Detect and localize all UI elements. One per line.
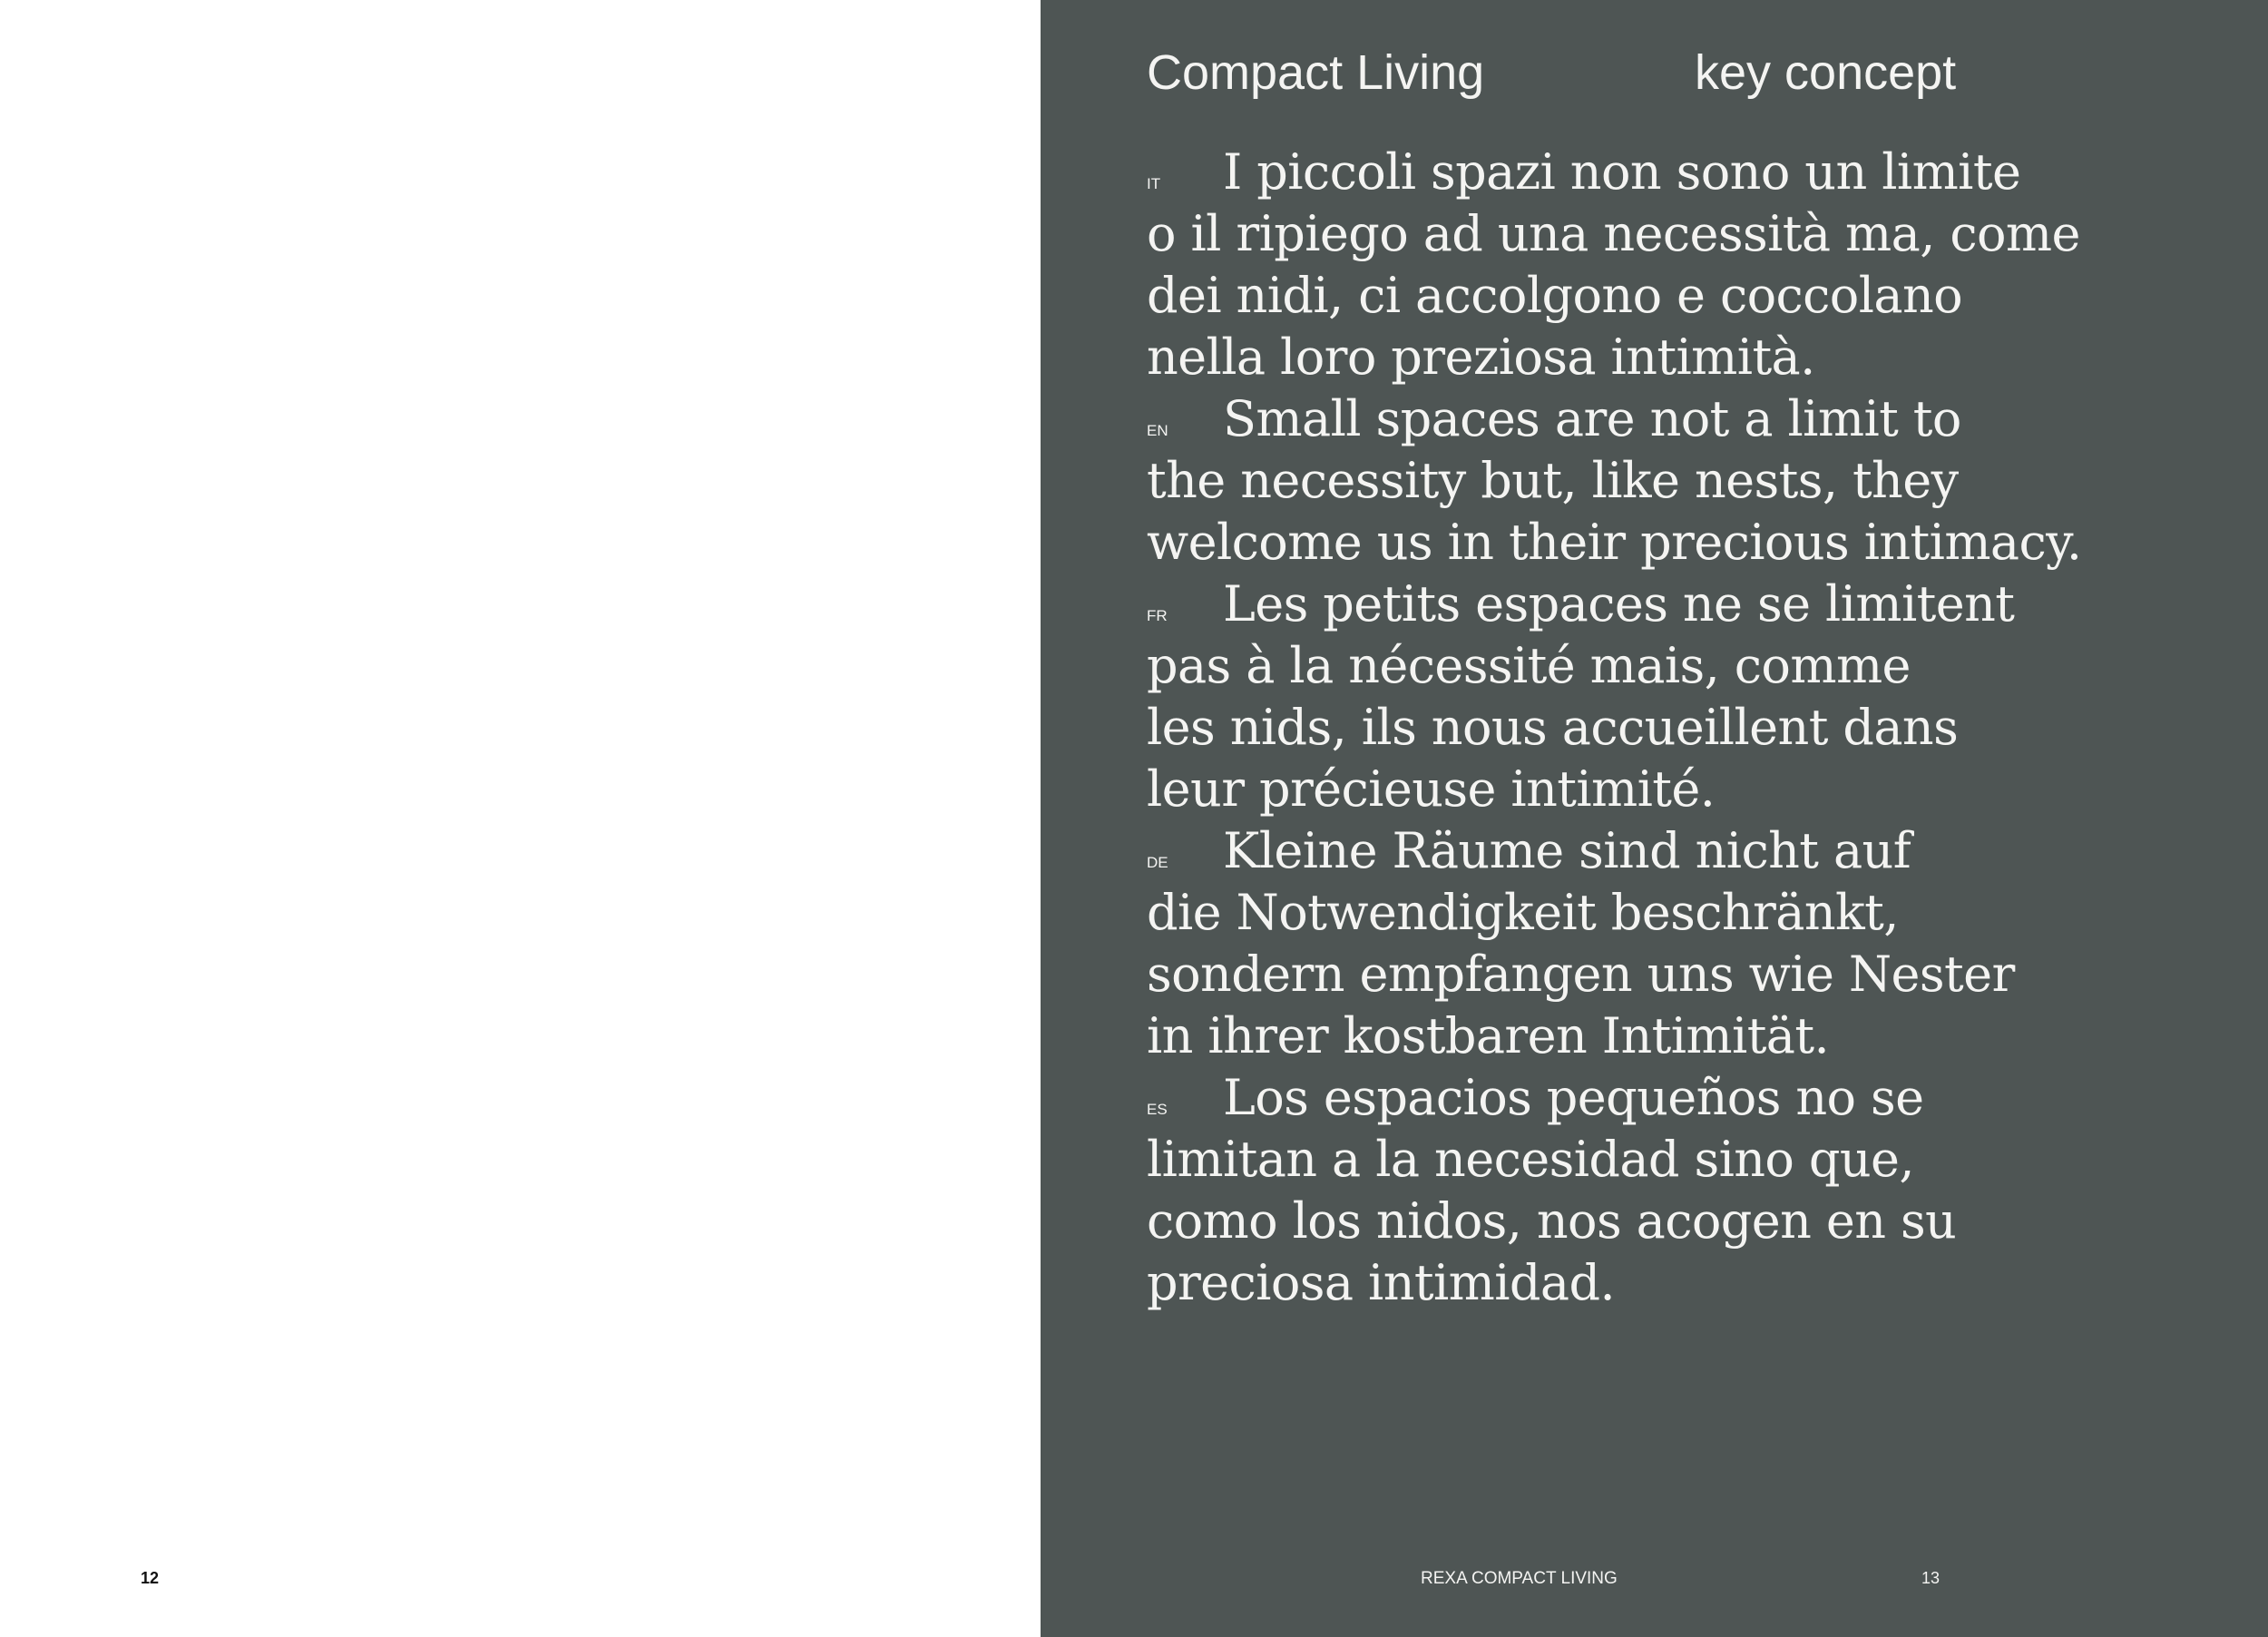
text-line: the necessity but, like nests, they bbox=[1147, 452, 1959, 509]
right-page bbox=[1041, 0, 2268, 1637]
text-section-de bbox=[1147, 820, 2217, 1067]
text-section-es bbox=[1147, 1067, 2217, 1314]
multilingual-text-block bbox=[1147, 142, 2217, 1314]
text-section-en bbox=[1147, 388, 2217, 573]
text-line: limitan a la necesidad sino que, bbox=[1147, 1131, 1914, 1188]
text-line: leur précieuse intimité. bbox=[1147, 760, 1716, 818]
section-title: Compact Living bbox=[1147, 45, 1485, 100]
language-code: ES bbox=[1147, 1101, 1168, 1118]
text-line: dei nidi, ci accolgono e coccolano bbox=[1147, 267, 1963, 324]
text-line-content: Les petits espaces ne se limitent bbox=[1223, 575, 2015, 632]
language-code: EN bbox=[1147, 422, 1168, 439]
text-line-content: Los espacios pequeños no se bbox=[1223, 1069, 1924, 1126]
page-number-left: 12 bbox=[141, 1569, 160, 1587]
language-code: FR bbox=[1147, 607, 1168, 624]
text-line-content: Kleine Räume sind nicht auf bbox=[1223, 822, 1911, 879]
text-line bbox=[1147, 1067, 2217, 1129]
text-line: pas à la nécessité mais, comme bbox=[1147, 637, 1911, 694]
text-line: como los nidos, nos acogen en su bbox=[1147, 1192, 1957, 1250]
text-line: sondern empfangen uns wie Nester bbox=[1147, 946, 2015, 1003]
text-section-it bbox=[1147, 142, 2217, 388]
text-line: welcome us in their precious intimacy. bbox=[1147, 514, 2082, 571]
text-line bbox=[1147, 820, 2217, 882]
text-line: les nids, ils nous accueillent dans bbox=[1147, 699, 1959, 756]
left-page bbox=[0, 0, 1041, 1637]
text-line: preciosa intimidad. bbox=[1147, 1254, 1616, 1311]
text-line-content: Small spaces are not a limit to bbox=[1223, 390, 1961, 447]
language-code: IT bbox=[1147, 175, 1161, 192]
text-line-content: I piccoli spazi non sono un limite bbox=[1223, 143, 2021, 201]
language-code: DE bbox=[1147, 854, 1168, 871]
page-number-right: 13 bbox=[1921, 1569, 1941, 1587]
footer-brand: REXA COMPACT LIVING bbox=[1421, 1569, 1618, 1588]
text-line: die Notwendigkeit beschränkt, bbox=[1147, 884, 1899, 941]
text-line bbox=[1147, 388, 2217, 450]
text-line bbox=[1147, 142, 2217, 203]
section-subtitle: key concept bbox=[1695, 45, 1957, 100]
text-line: o il ripiego ad una necessità ma, come bbox=[1147, 205, 2080, 262]
text-line bbox=[1147, 573, 2217, 635]
text-section-fr bbox=[1147, 573, 2217, 820]
text-line: nella loro preziosa intimità. bbox=[1147, 328, 1815, 386]
text-line: in ihrer kostbaren Intimität. bbox=[1147, 1007, 1830, 1064]
